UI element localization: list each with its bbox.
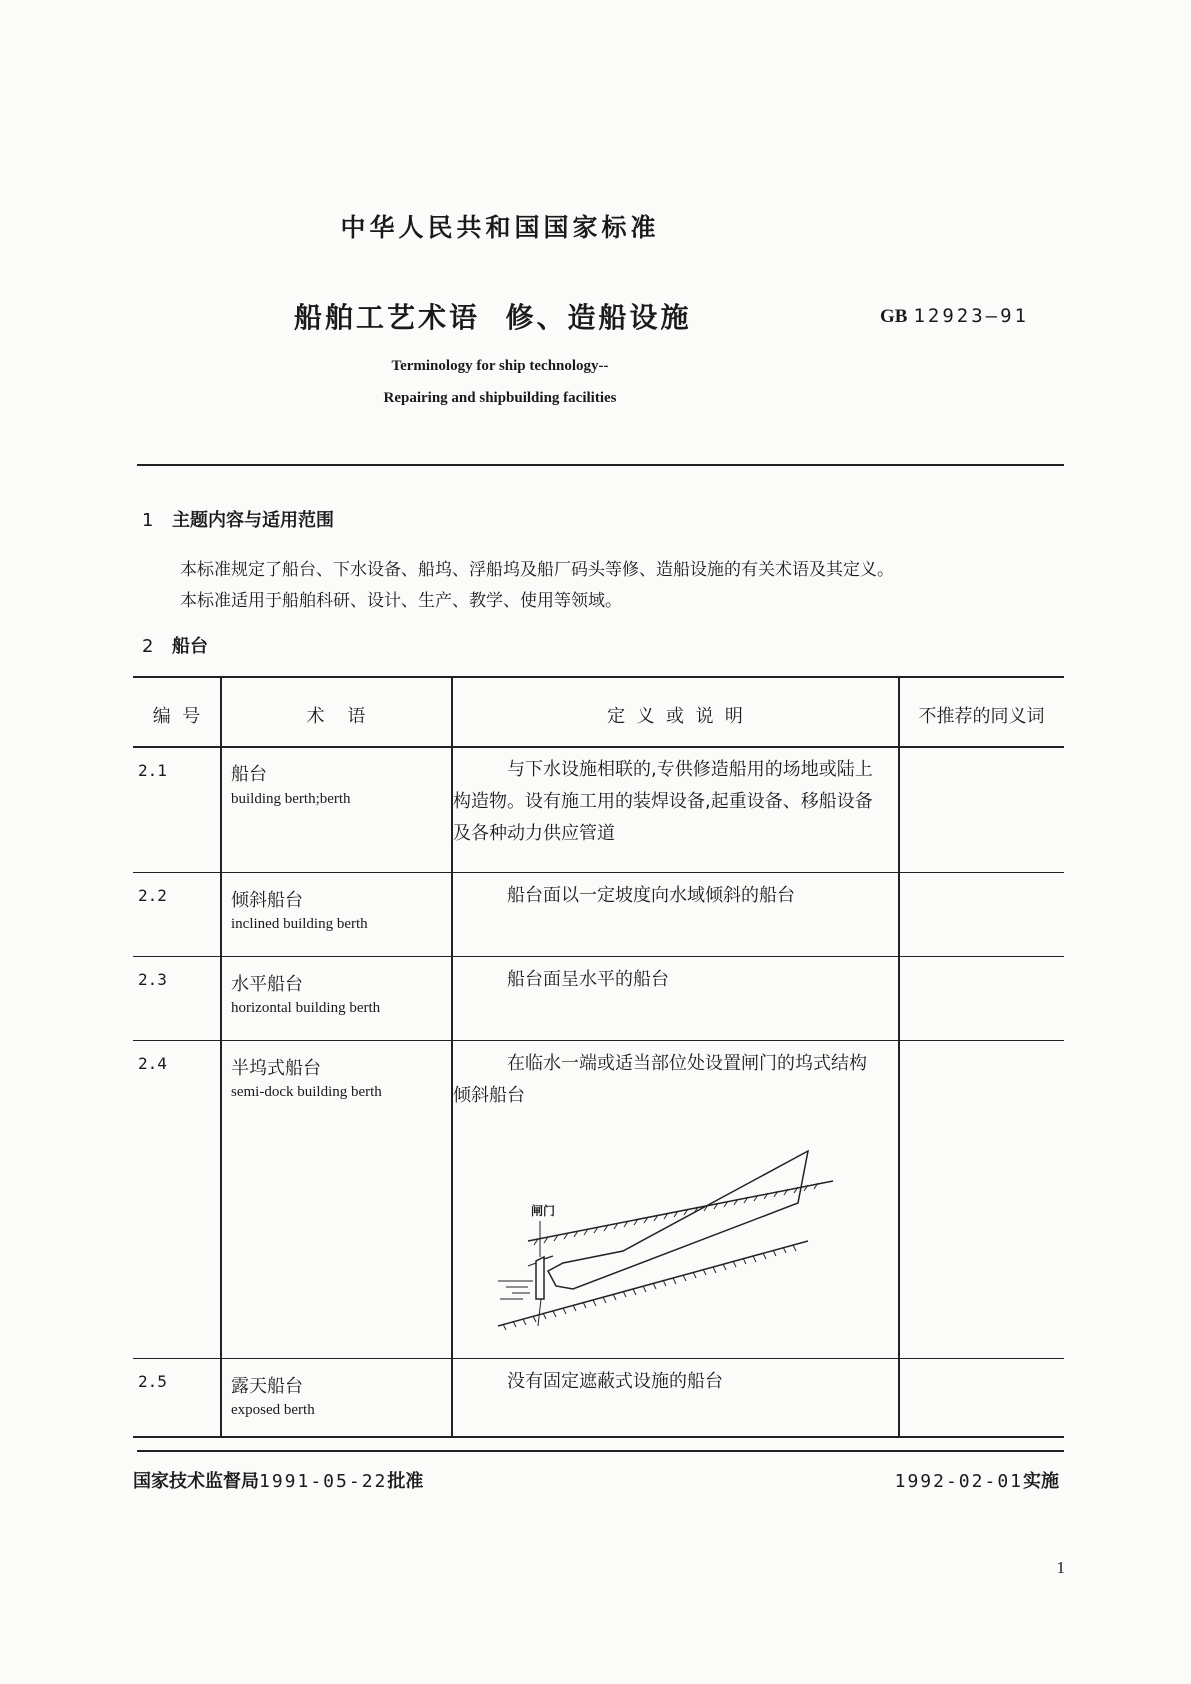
term-zh: 露天船台 [231, 1376, 303, 1397]
national-standard-title: 中华人民共和国国家标准 [340, 213, 660, 242]
row-divider [133, 1040, 1064, 1041]
page-number: 1 [1056, 1558, 1065, 1577]
standard-number [880, 305, 1029, 328]
header-divider [137, 464, 1064, 466]
effective-date: 1992-02-01 [894, 1471, 1023, 1492]
term-en: exposed berth [231, 1402, 315, 1418]
term-zh: 倾斜船台 [231, 890, 303, 911]
term-zh: 水平船台 [231, 974, 303, 995]
standard-code: 12923—91 [913, 305, 1029, 327]
table-bottom-border [133, 1436, 1064, 1438]
header-number: 编 号 [152, 706, 201, 727]
document-title-en-line1: Terminology for ship technology-- [391, 358, 609, 374]
row-number: 2.1 [138, 761, 167, 780]
table-header-border [133, 746, 1064, 748]
semi-dock-berth-diagram [478, 1131, 868, 1331]
document-title-zh: 船舶工艺术语 修、造船设施 [294, 301, 692, 334]
definition: 没有固定遮蔽式设施的船台 [507, 1371, 723, 1392]
column-divider [898, 676, 900, 1438]
row-divider [133, 872, 1064, 873]
definition: 与下水设施相联的,专供修造船用的场地或陆上构造物。设有施工用的装焊设备,起重设备、移船设备及各种动力供应管道 [453, 759, 873, 844]
approval-suffix: 批准 [387, 1471, 424, 1492]
section-1-number: 1 [142, 510, 154, 531]
term-zh: 船台 [231, 764, 267, 785]
section-1-title: 主题内容与适用范围 [172, 510, 334, 531]
footer-divider [137, 1450, 1064, 1452]
definition: 船台面呈水平的船台 [507, 969, 669, 990]
figure-label-gate: 闸门 [531, 1204, 556, 1218]
approval-org: 国家技术监督局 [133, 1471, 259, 1492]
section-2-title: 船台 [172, 636, 208, 657]
section-2-heading [142, 632, 208, 658]
approval-line [133, 1467, 423, 1493]
header-synonym: 不推荐的同义词 [918, 706, 1045, 727]
standard-prefix: GB [880, 306, 908, 327]
approval-date: 1991-05-22 [259, 1471, 388, 1492]
term-en: building berth;berth [231, 791, 351, 807]
definition: 船台面以一定坡度向水域倾斜的船台 [507, 885, 795, 906]
header-definition: 定 义 或 说 明 [607, 706, 743, 727]
header-term: 术 语 [306, 706, 366, 727]
row-number: 2.5 [138, 1372, 167, 1391]
term-en: semi-dock building berth [231, 1084, 382, 1100]
effective-line [895, 1467, 1059, 1493]
column-divider [220, 676, 222, 1438]
effective-suffix: 实施 [1023, 1471, 1059, 1492]
section-1-paragraph-1: 本标准规定了船台、下水设备、船坞、浮船坞及船厂码头等修、造船设施的有关术语及其定义。 [180, 560, 894, 580]
section-1-heading [142, 506, 334, 532]
row-divider [133, 1358, 1064, 1359]
definition: 在临水一端或适当部位处设置闸门的坞式结构倾斜船台 [453, 1053, 867, 1106]
table-top-border [133, 676, 1064, 678]
row-number: 2.2 [138, 886, 167, 905]
section-1-paragraph-2: 本标准适用于船舶科研、设计、生产、教学、使用等领域。 [180, 591, 622, 611]
term-en: inclined building berth [231, 916, 368, 932]
terms-table [133, 676, 1064, 1436]
section-2-number: 2 [142, 636, 154, 657]
term-zh: 半坞式船台 [231, 1058, 321, 1079]
row-number: 2.3 [138, 970, 167, 989]
row-divider [133, 956, 1064, 957]
document-title-en-line2: Repairing and shipbuilding facilities [383, 390, 617, 406]
term-en: horizontal building berth [231, 1000, 381, 1016]
row-number: 2.4 [138, 1054, 167, 1073]
